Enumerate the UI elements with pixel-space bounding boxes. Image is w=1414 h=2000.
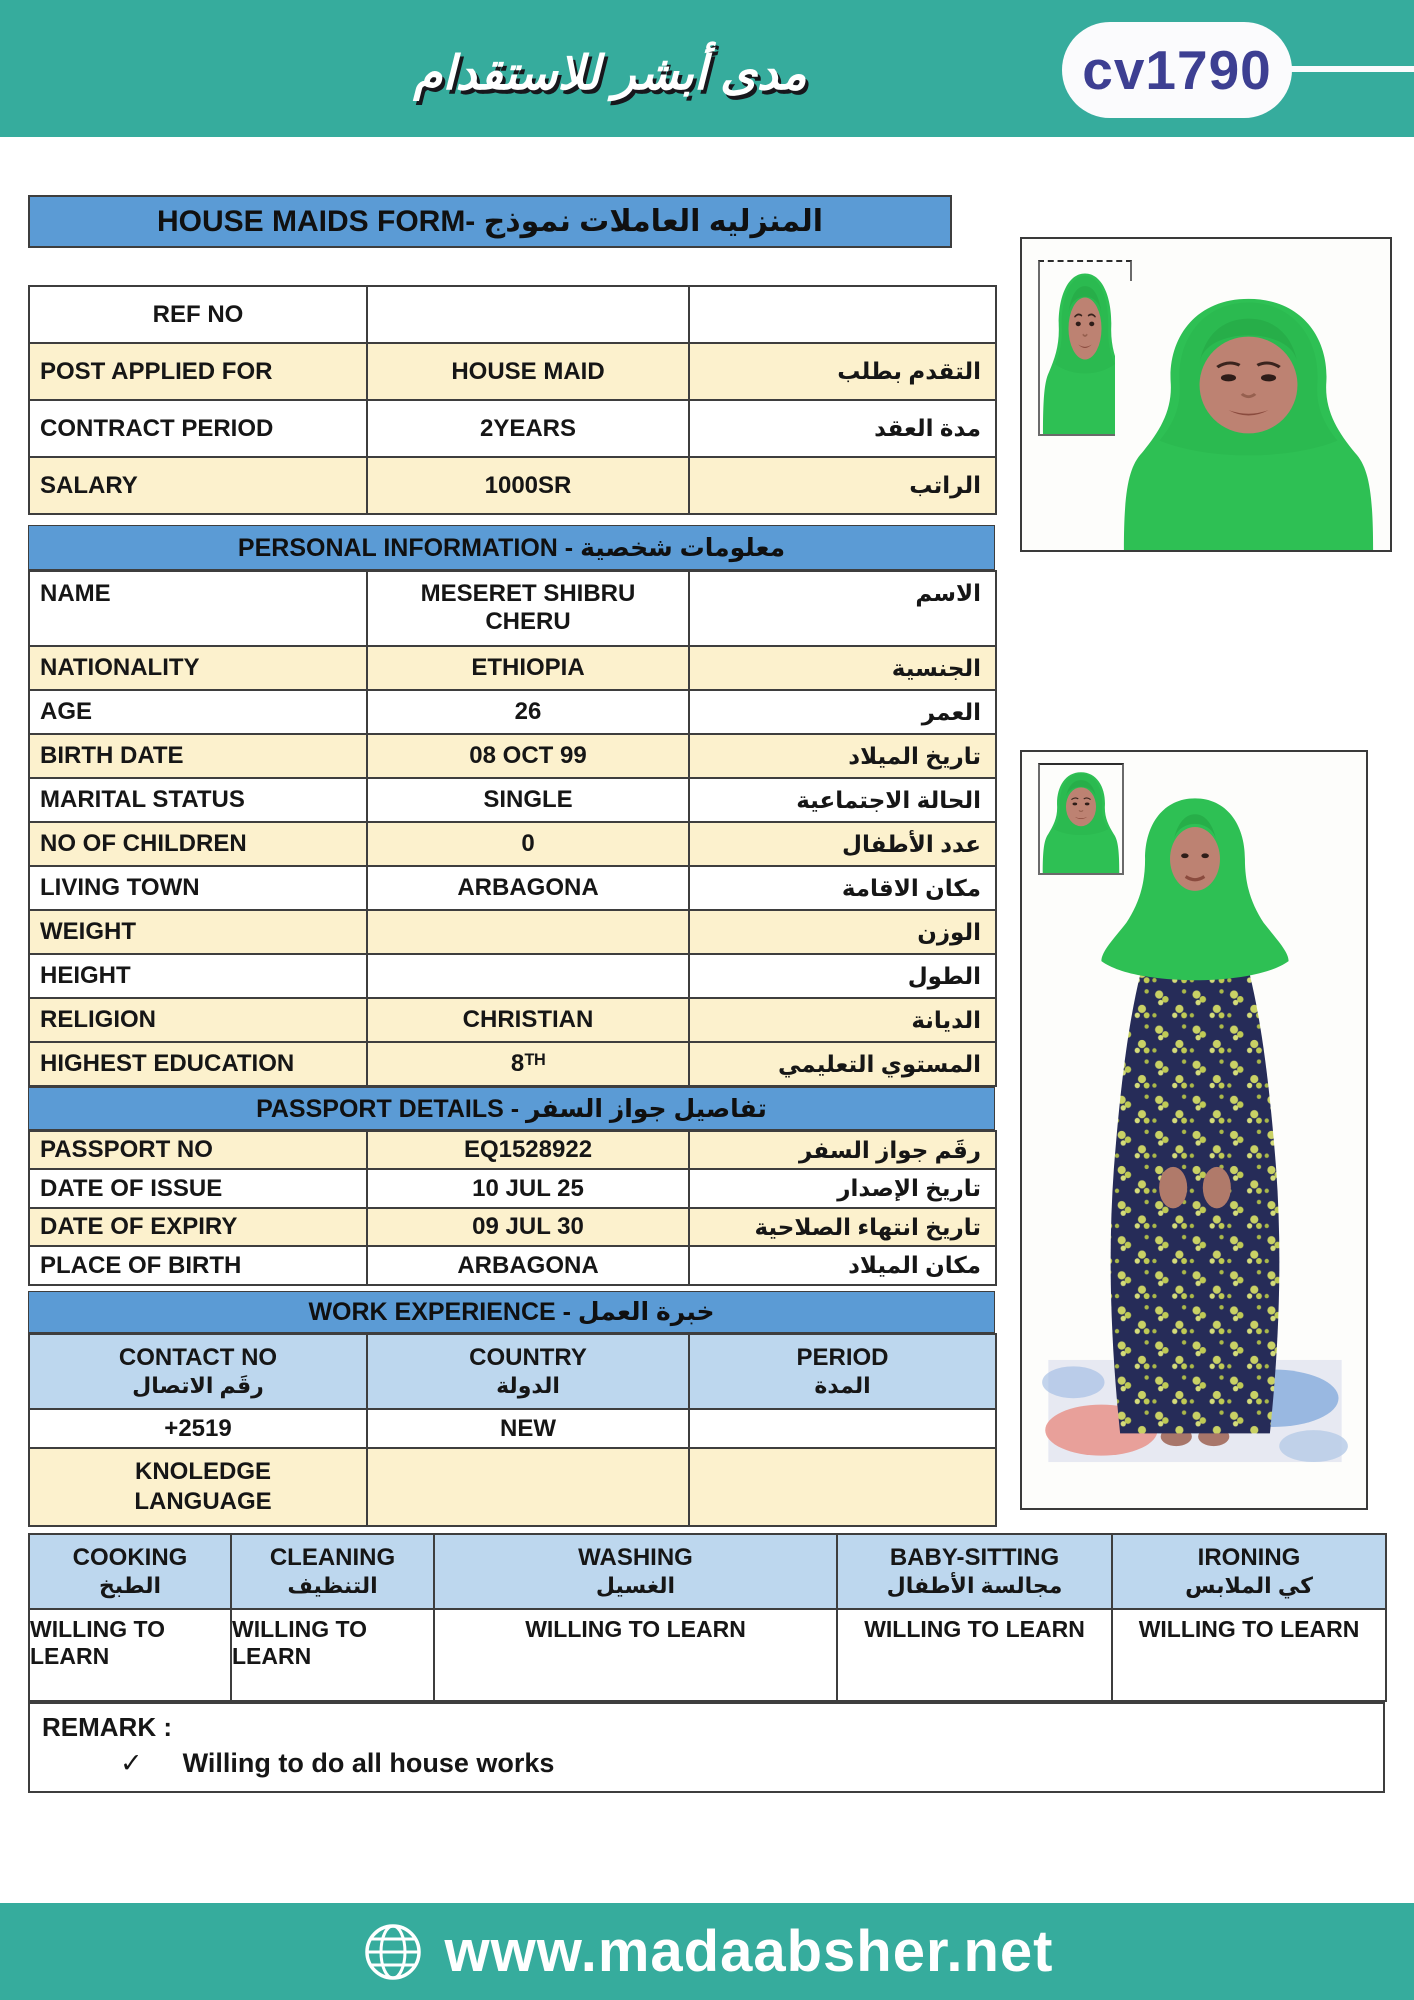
row-value: ARBAGONA	[367, 866, 689, 910]
row-value: MESERET SHIBRU CHERU	[367, 571, 689, 646]
skills-header-row	[29, 1534, 1386, 1609]
skill-value: WILLING TO LEARN	[231, 1609, 434, 1701]
remark-item	[120, 1748, 554, 1779]
table-header-row	[29, 1334, 996, 1409]
cv-number: cv1790	[1082, 39, 1272, 101]
maid-headshot-photo	[1115, 281, 1382, 550]
form-title-bar	[28, 195, 952, 248]
work-experience-table	[28, 1333, 997, 1527]
row-label: BIRTH DATE	[29, 734, 367, 778]
row-label: RELIGION	[29, 998, 367, 1042]
cv-number-badge	[1062, 22, 1292, 118]
work-experience-header	[28, 1291, 995, 1333]
table-row	[29, 1169, 996, 1208]
row-label-arabic: مكان الاقامة	[689, 866, 996, 910]
photo-box-headshot	[1020, 237, 1392, 552]
row-label: HEIGHT	[29, 954, 367, 998]
table-row	[29, 690, 996, 734]
row-label: NAME	[29, 571, 367, 646]
contact-value: +2519	[29, 1409, 367, 1448]
knowledge-language-label: KNOLEDGE LANGUAGE	[29, 1448, 367, 1526]
agency-name-arabic: مدى أبشر للاستقدام	[413, 46, 807, 99]
row-value: 8ᵀᴴ	[367, 1042, 689, 1086]
table-row	[29, 998, 996, 1042]
maid-fullbody-photo	[1039, 776, 1351, 1478]
row-label-arabic: الاسم	[689, 571, 996, 646]
period-value	[689, 1409, 996, 1448]
row-value: ETHIOPIA	[367, 646, 689, 690]
row-label: LIVING TOWN	[29, 866, 367, 910]
row-value: ARBAGONA	[367, 1246, 689, 1285]
table-row	[29, 822, 996, 866]
table-row	[29, 286, 996, 343]
column-header-contact: CONTACT NO رقَم الاتصال	[29, 1334, 367, 1409]
country-value: NEW	[367, 1409, 689, 1448]
empty-cell	[367, 1448, 689, 1526]
table-row	[29, 400, 996, 457]
header-band	[0, 0, 1414, 137]
row-label: MARITAL STATUS	[29, 778, 367, 822]
row-label-arabic: الحالة الاجتماعية	[689, 778, 996, 822]
skill-value: WILLING TO LEARN	[1112, 1609, 1386, 1701]
row-value: 10 JUL 25	[367, 1169, 689, 1208]
skill-header-washing: WASHING الغسيل	[434, 1534, 837, 1609]
row-label-arabic	[689, 286, 996, 343]
row-value: 2YEARS	[367, 400, 689, 457]
row-value	[367, 286, 689, 343]
table-row	[29, 778, 996, 822]
row-value: HOUSE MAID	[367, 343, 689, 400]
row-label: HIGHEST EDUCATION	[29, 1042, 367, 1086]
skill-value: WILLING TO LEARN	[837, 1609, 1112, 1701]
row-label: AGE	[29, 690, 367, 734]
row-value: 09 JUL 30	[367, 1208, 689, 1246]
row-label-arabic: الطول	[689, 954, 996, 998]
row-value: 1000SR	[367, 457, 689, 514]
row-label: SALARY	[29, 457, 367, 514]
skill-value: WILLING TO LEARN	[434, 1609, 837, 1701]
passport-details-header	[28, 1087, 995, 1130]
footer-band	[0, 1903, 1414, 2000]
skill-header-cooking: COOKING الطبخ	[29, 1534, 231, 1609]
row-label-arabic: تاريخ انتهاء الصلاحية	[689, 1208, 996, 1246]
row-label-arabic: تاريخ الإصدار	[689, 1169, 996, 1208]
row-value	[367, 910, 689, 954]
table-row	[29, 1448, 996, 1526]
row-label-arabic: تاريخ الميلاد	[689, 734, 996, 778]
table-row	[29, 910, 996, 954]
personal-information-header	[28, 525, 995, 570]
passport-details-table	[28, 1130, 997, 1286]
column-header-country: COUNTRY الدولة	[367, 1334, 689, 1409]
row-value: SINGLE	[367, 778, 689, 822]
row-label-arabic: رقَم جواز السفر	[689, 1131, 996, 1169]
remark-text: Willing to do all house works	[182, 1748, 555, 1778]
row-label-arabic: مكان الميلاد	[689, 1246, 996, 1285]
empty-cell	[689, 1448, 996, 1526]
row-label-arabic: المستوي التعليمي	[689, 1042, 996, 1086]
table-row	[29, 734, 996, 778]
row-label: PASSPORT NO	[29, 1131, 367, 1169]
section-title: PERSONAL INFORMATION - معلومات شخصية	[237, 533, 786, 562]
globe-icon	[361, 1920, 425, 1984]
table-row	[29, 1131, 996, 1169]
row-label: WEIGHT	[29, 910, 367, 954]
row-value: CHRISTIAN	[367, 998, 689, 1042]
row-value: EQ1528922	[367, 1131, 689, 1169]
row-label: DATE OF ISSUE	[29, 1169, 367, 1208]
row-value	[367, 954, 689, 998]
row-label-arabic: الراتب	[689, 457, 996, 514]
website-url: www.madaabsher.net	[444, 1919, 1054, 1984]
table-row	[29, 457, 996, 514]
badge-connector-line	[1290, 66, 1414, 72]
row-label-arabic: عدد الأطفال	[689, 822, 996, 866]
row-label: REF NO	[29, 286, 367, 343]
table-row	[29, 954, 996, 998]
remark-label: REMARK :	[42, 1712, 172, 1742]
row-label-arabic: العمر	[689, 690, 996, 734]
row-label-arabic: الجنسية	[689, 646, 996, 690]
row-label: NO OF CHILDREN	[29, 822, 367, 866]
remark-box	[28, 1702, 1385, 1793]
skill-header-cleaning: CLEANING التنظيف	[231, 1534, 434, 1609]
table-row	[29, 571, 996, 646]
personal-information-table	[28, 570, 997, 1087]
form-title: HOUSE MAIDS FORM- المنزليه العاملات نموذج	[156, 205, 824, 238]
row-label: POST APPLIED FOR	[29, 343, 367, 400]
skills-value-row	[29, 1609, 1386, 1701]
skills-table	[28, 1533, 1387, 1702]
table-row	[29, 1042, 996, 1086]
row-value: 08 OCT 99	[367, 734, 689, 778]
table-row	[29, 1246, 996, 1285]
row-label-arabic: الوزن	[689, 910, 996, 954]
row-label: CONTRACT PERIOD	[29, 400, 367, 457]
row-value: 0	[367, 822, 689, 866]
table-row	[29, 1208, 996, 1246]
skill-value: WILLING TO LEARN	[29, 1609, 231, 1701]
row-label-arabic: الديانة	[689, 998, 996, 1042]
check-icon: ✓	[120, 1748, 143, 1778]
passport-photo-small	[1038, 763, 1124, 875]
row-label-arabic: مدة العقد	[689, 400, 996, 457]
table-row	[29, 646, 996, 690]
table-row	[29, 1409, 996, 1448]
row-label-arabic: التقدم بطلب	[689, 343, 996, 400]
table-row	[29, 866, 996, 910]
photo-box-fullbody	[1020, 750, 1368, 1510]
section-title: PASSPORT DETAILS - تفاصيل جواز السفر	[256, 1094, 767, 1123]
row-label: DATE OF EXPIRY	[29, 1208, 367, 1246]
section-title: WORK EXPERIENCE - خبرة العمل	[308, 1298, 715, 1326]
row-label: PLACE OF BIRTH	[29, 1246, 367, 1285]
skill-header-ironing: IRONING كي الملابس	[1112, 1534, 1386, 1609]
row-value: 26	[367, 690, 689, 734]
skill-header-babysitting: BABY-SITTING مجالسة الأطفال	[837, 1534, 1112, 1609]
row-label: NATIONALITY	[29, 646, 367, 690]
application-table	[28, 285, 997, 515]
table-row	[29, 343, 996, 400]
column-header-period: PERIOD المدة	[689, 1334, 996, 1409]
